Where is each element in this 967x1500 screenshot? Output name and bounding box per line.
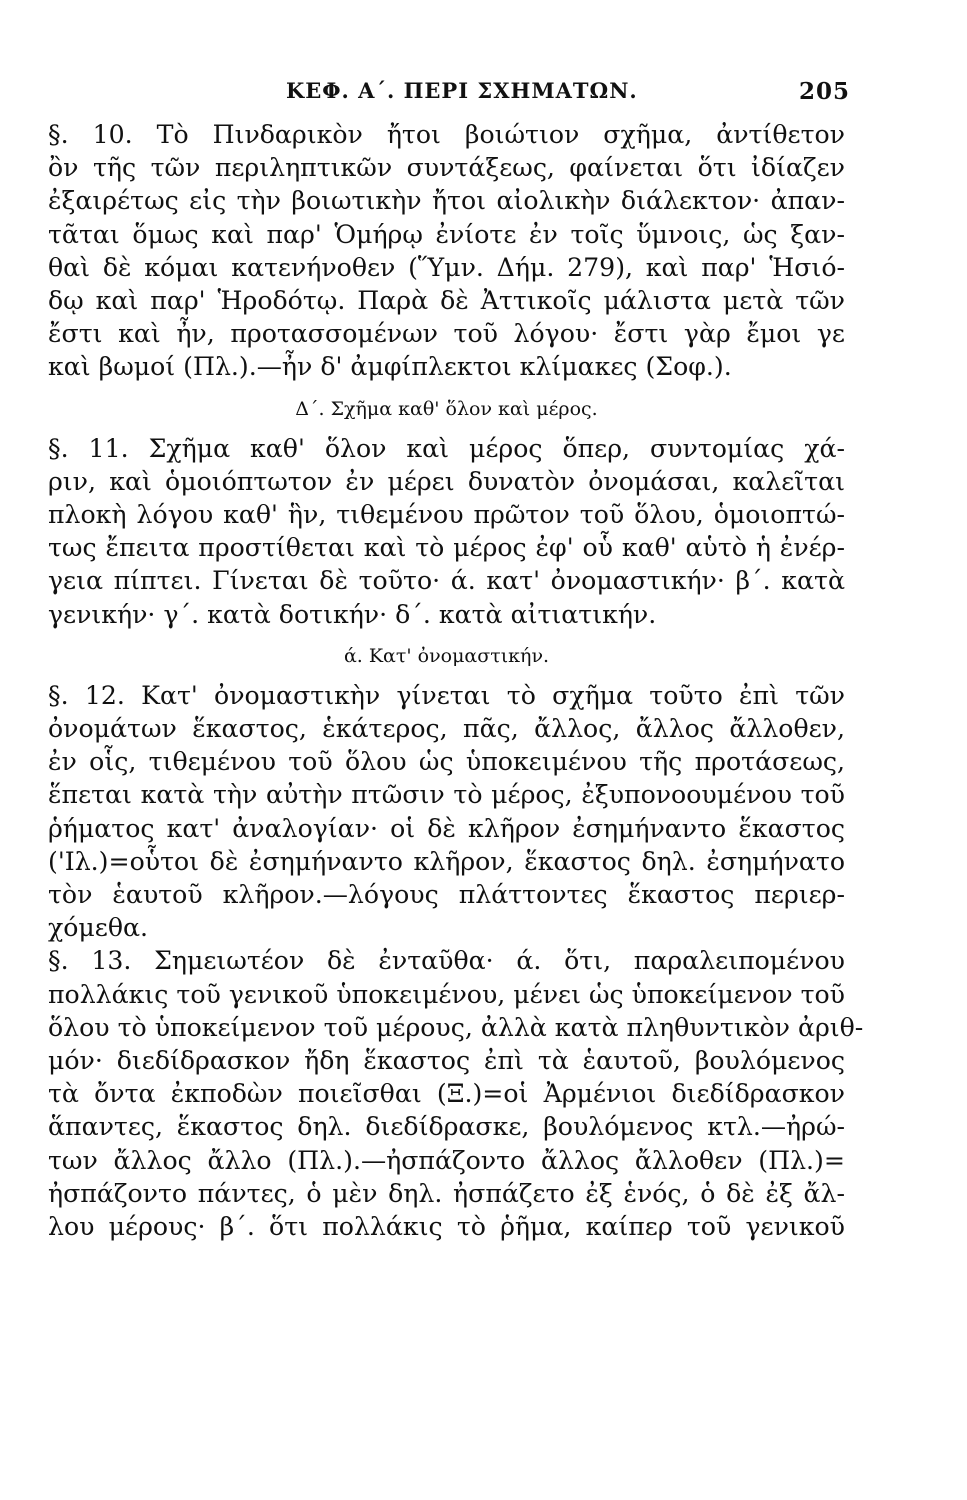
text-line: τως ἔπειτα προστίθεται καὶ τὸ μέρος ἐφ' οὗ καθ' αὑτὸ ἡ ἐνέρ- xyxy=(48,533,845,563)
text-line: ('Ιλ.)=οὗτοι δὲ ἐσημήναντο κλῆρον, ἕκαστος δηλ. ἐσημήνατο xyxy=(48,846,845,876)
text-line: §. 13. Σημειωτέον δὲ ἐνταῦθα· ά. ὅτι, παραλειπομένου xyxy=(48,946,845,976)
text-line: πολλάκις τοῦ γενικοῦ ὑποκειμένου, μένει ὡς ὑποκείμενον τοῦ xyxy=(48,979,845,1009)
section-12 xyxy=(48,679,845,945)
section-12-text xyxy=(48,679,845,945)
text-line: λου μέρους· β΄. ὅτι πολλάκις τὸ ῥῆμα, καίπερ τοῦ γενικοῦ xyxy=(48,1212,845,1242)
text-line: δῳ καὶ παρ' Ἡροδότῳ. Παρὰ δὲ Ἀττικοῖς μάλιστα μετὰ τῶν xyxy=(48,286,845,316)
text-line: ἅπαντες, ἕκαστος δηλ. διεδίδρασκε, βουλόμενος κτλ.—ἠρώ- xyxy=(48,1112,845,1142)
text-line: ἔστι καὶ ἦν, προτασσομένων τοῦ λόγου· ἔστι γὰρ ἔμοι γε xyxy=(48,319,845,349)
subheading-a: ά. Κατ' ὀνομαστικήν. xyxy=(343,644,550,667)
subheading-d: Δ΄. Σχῆμα καθ' ὅλον καὶ μέρος. xyxy=(295,397,598,420)
section-13-text xyxy=(48,944,864,1243)
text-line: μόν· διεδίδρασκον ἤδη ἕκαστος ἐπὶ τὰ ἑαυτοῦ, βουλόμενος xyxy=(48,1046,845,1076)
section-11 xyxy=(48,432,845,631)
running-head xyxy=(48,78,850,118)
text-line: ὅλου τὸ ὑποκείμενον τοῦ μέρους, ἀλλὰ κατὰ πληθυντικὸν ἀριθ- xyxy=(48,1012,864,1042)
text-line: ριν, καὶ ὁμοιόπτωτον ἐν μέρει δυνατὸν ὀνομάσαι, καλεῖται xyxy=(48,466,845,496)
section-11-text xyxy=(48,432,845,631)
text-line: ῥήματος κατ' ἀναλογίαν· οἱ δὲ κλῆρον ἐσημήναντο ἕκαστος xyxy=(48,813,845,843)
text-line: §. 11. Σχῆμα καθ' ὅλον καὶ μέρος ὅπερ, συντομίας χά- xyxy=(48,433,845,463)
text-line: ὂν τῆς τῶν περιληπτικῶν συντάξεως, φαίνεται ὅτι ἰδίαζεν xyxy=(48,153,845,183)
chapter-title: ΚΕΦ. Α΄. ΠΕΡΙ ΣΧΗΜΑΤΩΝ. xyxy=(286,78,638,103)
text-line: χόμεθα. xyxy=(48,913,149,943)
text-line: §. 12. Κατ' ὀνομαστικὴν γίνεται τὸ σχῆμα τοῦτο ἐπὶ τῶν xyxy=(48,680,845,710)
text-line: ἐν οἷς, τιθεμένου τοῦ ὅλου ὡς ὑποκειμένου τῆς προτάσεως, xyxy=(48,747,845,777)
section-10 xyxy=(48,118,845,384)
text-line: ἠσπάζοντο πάντες, ὁ μὲν δηλ. ἠσπάζετο ἐξ ἑνός, ὁ δὲ ἐξ ἄλ- xyxy=(48,1178,845,1208)
text-line: ἕπεται κατὰ τὴν αὐτὴν πτῶσιν τὸ μέρος, ἐξυπονοουμένου τοῦ xyxy=(48,780,845,810)
text-line: των ἄλλος ἄλλο (Πλ.).—ἠσπάζοντο ἄλλος ἄλλοθεν (Πλ.)= xyxy=(48,1145,845,1175)
text-line: θαὶ δὲ κόμαι κατενήνοθεν (Ὕμν. Δήμ. 279), καὶ παρ' Ἡσιό- xyxy=(48,252,845,282)
text-line: πλοκὴ λόγου καθ' ἣν, τιθεμένου πρῶτον τοῦ ὅλου, ὁμοιοπτώ- xyxy=(48,500,845,530)
text-line: καὶ βωμοί (Πλ.).—ἦν δ' ἀμφίπλεκτοι κλίμακες (Σοφ.). xyxy=(48,352,732,382)
section-10-text xyxy=(48,118,845,384)
page-number: 205 xyxy=(798,78,850,105)
text-line: ὀνομάτων ἕκαστος, ἑκάτερος, πᾶς, ἄλλος, ἄλλος ἄλλοθεν, xyxy=(48,714,845,744)
text-line: τὸν ἑαυτοῦ κλῆρον.—λόγους πλάττοντες ἕκαστος περιερ- xyxy=(48,880,845,910)
text-line: §. 10. Τὸ Πινδαρικὸν ἤτοι βοιώτιον σχῆμα, ἀντίθετον xyxy=(48,120,845,149)
text-line: γεια πίπτει. Γίνεται δὲ τοῦτο· ά. κατ' ὀνομαστικήν· β΄. κατὰ xyxy=(48,566,845,596)
text-line: τᾶται ὅμως καὶ παρ' Ὁμήρῳ ἐνίοτε ἐν τοῖς ὕμνοις, ὡς ξαν- xyxy=(48,219,845,249)
text-line: γενικήν· γ΄. κατὰ δοτικήν· δ΄. κατὰ αἰτιατικήν. xyxy=(48,599,657,629)
section-13 xyxy=(48,944,864,1243)
text-line: τὰ ὄντα ἐκποδὼν ποιεῖσθαι (Ξ.)=οἱ Ἀρμένιοι διεδίδρασκον xyxy=(48,1079,845,1109)
text-line: ἐξαιρέτως εἰς τὴν βοιωτικὴν ἤτοι αἰολικὴν διάλεκτον· ἀπαν- xyxy=(48,186,845,216)
